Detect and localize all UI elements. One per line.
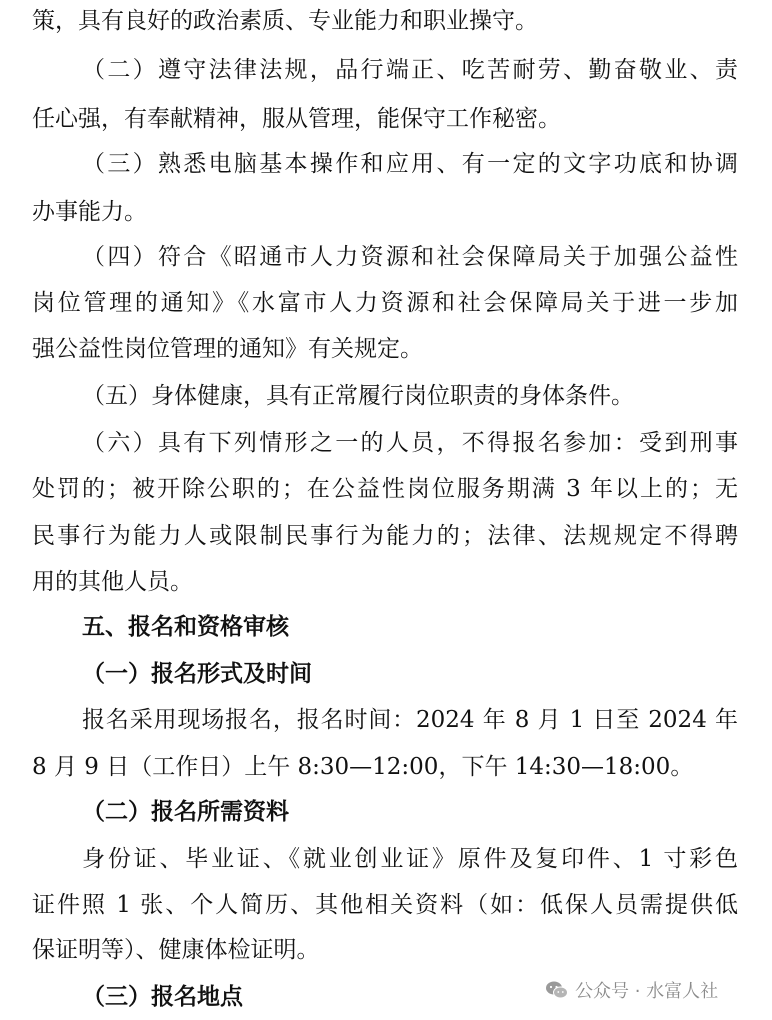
text-line: 策，具有良好的政治素质、专业能力和职业操守。 xyxy=(32,8,538,34)
text-line: 身份证、毕业证、《就业创业证》原件及复印件、1 寸彩色 xyxy=(82,846,738,872)
text-line: 岗位管理的通知》《水富市人力资源和社会保障局关于进一步加 xyxy=(32,290,738,316)
text-line: 报名采用现场报名，报名时间：2024 年 8 月 1 日至 2024 年 xyxy=(82,707,738,733)
subsection-heading: （二）报名所需资料 xyxy=(82,799,289,825)
text-line: 任心强，有奉献精神，服从管理，能保守工作秘密。 xyxy=(32,106,561,132)
text-line: 8 月 9 日（工作日）上午 8:30—12:00，下午 14:30—18:00。 xyxy=(32,754,694,780)
text-line: 保证明等）、健康体检证明。 xyxy=(32,937,320,963)
text-line: （六）具有下列情形之一的人员，不得报名参加：受到刑事 xyxy=(82,430,738,456)
watermark-text: 公众号 · 水富人社 xyxy=(575,981,719,1002)
subsection-heading: （一）报名形式及时间 xyxy=(82,661,312,687)
section-heading: 五、报名和资格审核 xyxy=(82,614,289,640)
wechat-logo-icon xyxy=(545,980,569,1000)
text-line: （五）身体健康，具有正常履行岗位职责的身体条件。 xyxy=(82,383,634,409)
text-line: 强公益性岗位管理的通知》有关规定。 xyxy=(32,336,423,362)
text-line: （二）遵守法律法规，品行端正、吃苦耐劳、勤奋敬业、责 xyxy=(82,57,738,83)
text-line: 用的其他人员。 xyxy=(32,569,193,595)
watermark xyxy=(545,975,718,1005)
text-line: 民事行为能力人或限制民事行为能力的；法律、法规规定不得聘 xyxy=(32,523,738,549)
text-line: （四）符合《昭通市人力资源和社会保障局关于加强公益性 xyxy=(82,244,738,270)
text-line: （三）熟悉电脑基本操作和应用、有一定的文字功底和协调 xyxy=(82,151,738,177)
text-line: 处罚的；被开除公职的；在公益性岗位服务期满 3 年以上的；无 xyxy=(32,476,738,502)
text-line: 证件照 1 张、个人简历、其他相关资料（如：低保人员需提供低 xyxy=(32,892,738,918)
text-line: 办事能力。 xyxy=(32,199,147,225)
subsection-heading: （三）报名地点 xyxy=(82,984,243,1010)
